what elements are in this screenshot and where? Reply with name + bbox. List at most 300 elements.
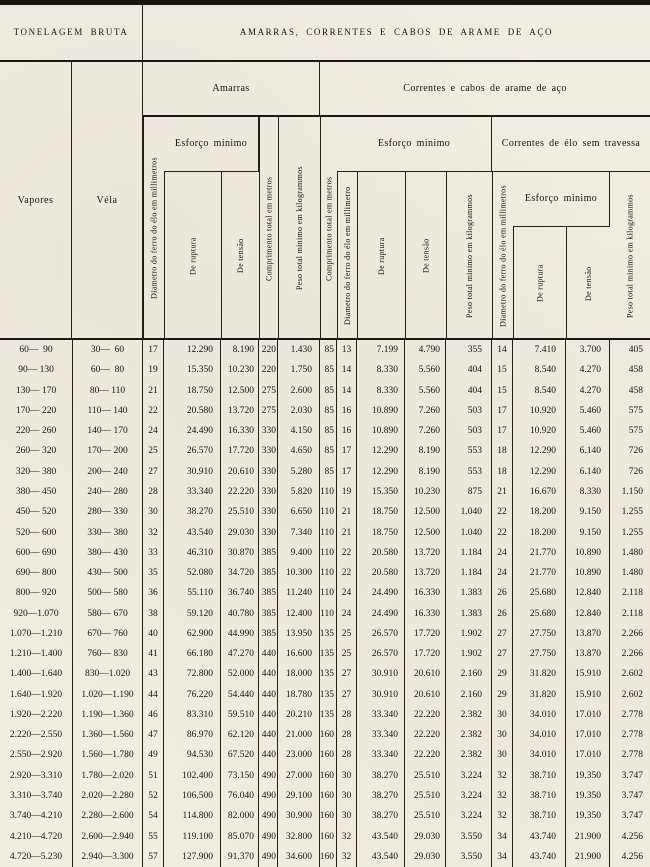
cell-travessa-diametro: 34 (492, 847, 513, 867)
cell-amarras-ruptura: 24.490 (164, 421, 221, 441)
cell-correntes-ruptura: 12.290 (357, 462, 405, 482)
cell-travessa-ruptura: 16.670 (513, 482, 566, 502)
cell-travessa-tensao: 19.350 (566, 786, 610, 806)
cell-travessa-ruptura: 21.770 (513, 543, 566, 563)
cell-correntes-tensao: 29.030 (405, 847, 446, 867)
cell-amarras-ruptura: 18.750 (164, 381, 221, 401)
cell-correntes-ruptura: 26.570 (357, 624, 405, 644)
cell-travessa-ruptura: 18.200 (513, 502, 566, 522)
cell-correntes-tensao: 5.560 (405, 381, 446, 401)
cell-amarras-ruptura: 46.310 (164, 543, 221, 563)
cell-amarras-comprimento: 385 (259, 543, 278, 563)
cell-amarras-tensao: 20.610 (221, 462, 259, 482)
cell-correntes-comprimento: 160 (320, 766, 337, 786)
cell-amarras-ruptura: 26.570 (164, 441, 221, 461)
cell-correntes-comprimento: 85 (320, 340, 337, 360)
cell-travessa-peso: 575 (628, 405, 643, 416)
cell-correntes-tensao: 5.560 (405, 360, 446, 380)
cell-amarras-peso: 12.400 (278, 603, 320, 623)
cell-amarras-comprimento: 385 (259, 583, 278, 603)
cell-correntes-tensao: 17.720 (405, 624, 446, 644)
cell-correntes-diametro: 27 (337, 664, 357, 684)
cell-travessa-ruptura: 21.770 (513, 563, 566, 583)
cell-amarras-ruptura: 66.180 (164, 644, 221, 664)
cell-correntes-tensao: 20.610 (405, 685, 446, 705)
cell-correntes-ruptura: 20.580 (357, 543, 405, 563)
cell-correntes-comprimento: 160 (320, 826, 337, 846)
cell-amarras-comprimento: 385 (259, 563, 278, 583)
cell-correntes-comprimento: 110 (320, 502, 337, 522)
cell-amarras-comprimento: 490 (259, 806, 278, 826)
cell-travessa-diametro: 18 (492, 462, 513, 482)
cell-correntes-peso: 2.382 (446, 705, 492, 725)
cell-correntes-ruptura: 8.330 (357, 381, 405, 401)
cell-correntes-comprimento: 110 (320, 482, 337, 502)
cell-travessa-diametro: 32 (492, 786, 513, 806)
cell-vela: 140— 170 (73, 421, 143, 441)
cell-amarras-tensao: 30.870 (221, 543, 259, 563)
cell-correntes-tensao: 22.220 (405, 745, 446, 765)
cell-correntes-tensao: 10.230 (405, 482, 446, 502)
cell-correntes-ruptura: 7.199 (357, 340, 405, 360)
cell-correntes-tensao: 25.510 (405, 806, 446, 826)
cell-correntes-diametro: 14 (337, 360, 357, 380)
cell-travessa-diametro: 24 (492, 563, 513, 583)
cell-amarras-diametro: 25 (143, 441, 164, 461)
cell-correntes-peso: 503 (446, 421, 492, 441)
cell-travessa-peso: 2.118 (621, 608, 643, 619)
cell-amarras-tensao: 12.500 (221, 381, 259, 401)
cell-correntes-peso: 2.160 (446, 664, 492, 684)
cell-travessa-tensao: 5.460 (566, 401, 610, 421)
header-amarras-peso: Peso total minimo em kilogrammos (278, 117, 320, 340)
cell-travessa-diametro: 30 (492, 745, 513, 765)
cell-travessa-peso: 405 (628, 345, 643, 356)
cell-amarras-tensao: 73.150 (221, 766, 259, 786)
cell-travessa-ruptura: 10.920 (513, 421, 566, 441)
cell-vapores: 1.640—1.920 (0, 685, 73, 705)
cell-amarras-diametro: 55 (143, 826, 164, 846)
cell-amarras-ruptura: 55.110 (164, 583, 221, 603)
cell-correntes-comprimento: 85 (320, 421, 337, 441)
cell-travessa-tensao: 15.910 (566, 664, 610, 684)
cell-correntes-peso: 3.224 (446, 806, 492, 826)
header-travessa-peso: Peso total minimo em kilogrammos (625, 194, 635, 318)
cell-amarras-comprimento: 490 (259, 847, 278, 867)
cell-travessa-diametro: 15 (492, 360, 513, 380)
cell-correntes-comprimento: 160 (320, 725, 337, 745)
cell-amarras-diametro: 38 (143, 603, 164, 623)
cell-vapores: 170— 220 (0, 401, 73, 421)
cell-amarras-ruptura: 127.900 (164, 847, 221, 867)
cell-travessa-diametro: 18 (492, 441, 513, 461)
cell-amarras-peso: 21.000 (278, 725, 320, 745)
cell-travessa-tensao: 4.270 (566, 360, 610, 380)
cell-travessa-peso: 2.266 (621, 649, 643, 660)
cell-amarras-tensao: 76.040 (221, 786, 259, 806)
cell-amarras-ruptura: 20.580 (164, 401, 221, 421)
cell-correntes-diametro: 30 (337, 766, 357, 786)
cell-amarras-diametro: 46 (143, 705, 164, 725)
cell-vela: 110— 140 (73, 401, 143, 421)
cell-travessa-peso: 4.256 (621, 831, 643, 842)
cell-amarras-comprimento: 330 (259, 502, 278, 522)
cell-travessa-tensao: 4.270 (566, 381, 610, 401)
cell-amarras-peso: 29.100 (278, 786, 320, 806)
cell-correntes-tensao: 16.330 (405, 603, 446, 623)
cell-travessa-tensao: 19.350 (566, 766, 610, 786)
cell-vapores: 1.920—2.220 (0, 705, 73, 725)
cell-amarras-peso: 10.300 (278, 563, 320, 583)
cell-travessa-ruptura: 38.710 (513, 766, 566, 786)
cell-travessa-diametro: 30 (492, 705, 513, 725)
cell-amarras-ruptura: 86.970 (164, 725, 221, 745)
cell-travessa-ruptura: 25.680 (513, 583, 566, 603)
cell-correntes-diametro: 32 (337, 847, 357, 867)
cell-amarras-tensao: 36.740 (221, 583, 259, 603)
cell-amarras-ruptura: 83.310 (164, 705, 221, 725)
cell-travessa-peso: 2.118 (621, 588, 643, 599)
cell-travessa-tensao: 6.140 (566, 462, 610, 482)
cell-amarras-ruptura: 12.290 (164, 340, 221, 360)
cell-amarras-diametro: 21 (143, 381, 164, 401)
cell-amarras-diametro: 43 (143, 664, 164, 684)
cell-correntes-peso: 1.040 (446, 522, 492, 542)
cell-vapores: 520— 600 (0, 522, 73, 542)
cell-correntes-comprimento: 85 (320, 360, 337, 380)
cell-amarras-ruptura: 30.910 (164, 462, 221, 482)
cell-travessa-tensao: 13.870 (566, 644, 610, 664)
cell-amarras-peso: 2.030 (278, 401, 320, 421)
cell-amarras-comprimento: 440 (259, 664, 278, 684)
cell-correntes-ruptura: 10.890 (357, 401, 405, 421)
cell-vela: 500— 580 (73, 583, 143, 603)
cell-correntes-ruptura: 33.340 (357, 745, 405, 765)
cell-correntes-diametro: 19 (337, 482, 357, 502)
cell-amarras-tensao: 62.120 (221, 725, 259, 745)
header-travessa-de-ruptura: De ruptura (513, 227, 566, 340)
cell-travessa-tensao: 19.350 (566, 806, 610, 826)
cell-travessa-tensao: 3.700 (566, 340, 610, 360)
cell-amarras-tensao: 22.220 (221, 482, 259, 502)
cell-amarras-comprimento: 220 (259, 360, 278, 380)
header-travessa-esforco-minimo: Esforço minimo (513, 172, 610, 227)
cell-correntes-peso: 1.902 (446, 624, 492, 644)
cell-amarras-peso: 13.950 (278, 624, 320, 644)
cell-correntes-comprimento: 110 (320, 603, 337, 623)
cell-travessa-diametro: 17 (492, 421, 513, 441)
cell-correntes-comprimento: 160 (320, 847, 337, 867)
cell-correntes-comprimento: 135 (320, 624, 337, 644)
cell-correntes-tensao: 7.260 (405, 401, 446, 421)
cell-amarras-comprimento: 440 (259, 745, 278, 765)
cell-amarras-diametro: 30 (143, 502, 164, 522)
cell-amarras-peso: 2.600 (278, 381, 320, 401)
cell-amarras-ruptura: 33.340 (164, 482, 221, 502)
cell-correntes-comprimento: 160 (320, 806, 337, 826)
cell-amarras-tensao: 40.780 (221, 603, 259, 623)
cell-correntes-diametro: 32 (337, 826, 357, 846)
cell-travessa-peso: 1.255 (621, 527, 643, 538)
cell-travessa-tensao: 6.140 (566, 441, 610, 461)
header-correntes-esforco-minimo: Esforço minimo (337, 117, 492, 172)
header-group-correntes-cabos: Correntes e cabos de arame de aço (320, 62, 650, 117)
cell-vela: 380— 430 (73, 543, 143, 563)
cell-vela: 430— 500 (73, 563, 143, 583)
cell-correntes-comprimento: 85 (320, 401, 337, 421)
cell-travessa-peso: 726 (628, 466, 643, 477)
cell-correntes-peso: 503 (446, 401, 492, 421)
cell-amarras-ruptura: 76.220 (164, 685, 221, 705)
cell-amarras-ruptura: 94.530 (164, 745, 221, 765)
cell-correntes-peso: 404 (446, 360, 492, 380)
cell-correntes-ruptura: 43.540 (357, 847, 405, 867)
cell-travessa-ruptura: 27.750 (513, 624, 566, 644)
cell-amarras-tensao: 25.510 (221, 502, 259, 522)
cell-vapores: 2.550—2.920 (0, 745, 73, 765)
cell-correntes-comprimento: 135 (320, 685, 337, 705)
cell-amarras-comprimento: 330 (259, 462, 278, 482)
cell-amarras-tensao: 59.510 (221, 705, 259, 725)
cell-travessa-ruptura: 25.680 (513, 603, 566, 623)
cell-amarras-diametro: 27 (143, 462, 164, 482)
cell-amarras-diametro: 54 (143, 806, 164, 826)
cell-amarras-diametro: 24 (143, 421, 164, 441)
cell-vela: 1.190—1.360 (73, 705, 143, 725)
cell-correntes-tensao: 20.610 (405, 664, 446, 684)
cell-vela: 240— 280 (73, 482, 143, 502)
cell-travessa-peso: 1.150 (621, 486, 643, 497)
cell-travessa-diametro: 24 (492, 543, 513, 563)
cell-travessa-peso: 4.256 (621, 851, 643, 862)
cell-travessa-peso: 2.602 (621, 689, 643, 700)
cell-correntes-ruptura: 15.350 (357, 482, 405, 502)
header-travessa-de-tensao: De tensão (566, 227, 610, 340)
cell-vapores: 3.740—4.210 (0, 806, 73, 826)
cell-amarras-diametro: 17 (143, 340, 164, 360)
cell-correntes-diametro: 25 (337, 644, 357, 664)
table-header (0, 5, 650, 340)
cell-amarras-ruptura: 52.080 (164, 563, 221, 583)
cell-correntes-peso: 2.160 (446, 685, 492, 705)
cell-correntes-tensao: 29.030 (405, 826, 446, 846)
cell-vela: 1.560—1.780 (73, 745, 143, 765)
cell-travessa-tensao: 17.010 (566, 725, 610, 745)
cell-vapores: 1.400—1.640 (0, 664, 73, 684)
cell-travessa-peso: 1.255 (621, 507, 643, 518)
cell-correntes-diametro: 16 (337, 401, 357, 421)
cell-travessa-ruptura: 34.010 (513, 745, 566, 765)
cell-vapores: 4.210—4.720 (0, 826, 73, 846)
cell-vapores: 4.720—5.230 (0, 847, 73, 867)
cell-correntes-tensao: 12.500 (405, 502, 446, 522)
cell-amarras-tensao: 85.070 (221, 826, 259, 846)
cell-amarras-ruptura: 43.540 (164, 522, 221, 542)
cell-correntes-comprimento: 110 (320, 583, 337, 603)
cell-amarras-peso: 20.210 (278, 705, 320, 725)
cell-amarras-ruptura: 15.350 (164, 360, 221, 380)
cell-amarras-tensao: 29.030 (221, 522, 259, 542)
cell-amarras-diametro: 44 (143, 685, 164, 705)
cell-vapores: 130— 170 (0, 381, 73, 401)
cell-correntes-tensao: 4.790 (405, 340, 446, 360)
cell-amarras-comprimento: 385 (259, 624, 278, 644)
cell-amarras-comprimento: 275 (259, 381, 278, 401)
cell-travessa-tensao: 10.890 (566, 563, 610, 583)
cell-vapores: 90— 130 (0, 360, 73, 380)
cell-vela: 330— 380 (73, 522, 143, 542)
header-amarras-comprimento: Comprimento total em metros (259, 117, 278, 340)
cell-travessa-peso: 575 (628, 426, 643, 437)
cell-correntes-peso: 2.382 (446, 725, 492, 745)
cell-amarras-comprimento: 440 (259, 705, 278, 725)
cell-amarras-tensao: 8.190 (221, 340, 259, 360)
cell-amarras-comprimento: 220 (259, 340, 278, 360)
cell-amarras-ruptura: 119.100 (164, 826, 221, 846)
cell-correntes-ruptura: 38.270 (357, 766, 405, 786)
cell-travessa-diametro: 34 (492, 826, 513, 846)
cell-vela: 2.600—2.940 (73, 826, 143, 846)
header-correntes-diametro: Diametro do ferro do élo em millimetro (337, 172, 357, 340)
cell-correntes-comprimento: 135 (320, 705, 337, 725)
cell-travessa-peso: 1.480 (621, 547, 643, 558)
cell-vapores: 1.070—1.210 (0, 624, 73, 644)
cell-correntes-ruptura: 24.490 (357, 583, 405, 603)
cell-travessa-ruptura: 7.410 (513, 340, 566, 360)
cell-travessa-ruptura: 27.750 (513, 644, 566, 664)
cell-amarras-comprimento: 330 (259, 421, 278, 441)
header-group-amarras: Amarras (143, 62, 320, 117)
cell-travessa-peso: 2.778 (621, 730, 643, 741)
cell-correntes-comprimento: 85 (320, 462, 337, 482)
cell-correntes-tensao: 25.510 (405, 766, 446, 786)
cell-travessa-peso: 458 (628, 385, 643, 396)
cell-correntes-ruptura: 18.750 (357, 502, 405, 522)
cell-correntes-diametro: 17 (337, 462, 357, 482)
cell-travessa-tensao: 21.900 (566, 826, 610, 846)
cell-correntes-ruptura: 43.540 (357, 826, 405, 846)
cell-correntes-tensao: 22.220 (405, 725, 446, 745)
header-vela: Véla (72, 62, 143, 340)
cell-correntes-diametro: 28 (337, 745, 357, 765)
cell-travessa-ruptura: 38.710 (513, 806, 566, 826)
cell-correntes-ruptura: 38.270 (357, 786, 405, 806)
cell-travessa-diametro: 17 (492, 401, 513, 421)
cell-amarras-ruptura: 38.270 (164, 502, 221, 522)
cell-travessa-peso: 1.480 (621, 568, 643, 579)
cell-amarras-comprimento: 490 (259, 826, 278, 846)
cell-travessa-peso: 2.266 (621, 628, 643, 639)
header-amarras-de-ruptura: De ruptura (164, 172, 221, 340)
cell-amarras-peso: 4.650 (278, 441, 320, 461)
cell-amarras-peso: 5.280 (278, 462, 320, 482)
cell-travessa-tensao: 9.150 (566, 502, 610, 522)
cell-amarras-diametro: 47 (143, 725, 164, 745)
cell-vela: 2.940—3.300 (73, 847, 143, 867)
cell-amarras-ruptura: 72.800 (164, 664, 221, 684)
cell-amarras-diametro: 57 (143, 847, 164, 867)
cell-amarras-diametro: 32 (143, 522, 164, 542)
cell-correntes-ruptura: 12.290 (357, 441, 405, 461)
cell-vela: 1.360—1.560 (73, 725, 143, 745)
cell-travessa-diametro: 15 (492, 381, 513, 401)
cell-travessa-ruptura: 10.920 (513, 401, 566, 421)
cell-correntes-comprimento: 110 (320, 543, 337, 563)
header-correntes-peso: Peso total minimo em kilogrammos (446, 172, 492, 340)
cell-correntes-comprimento: 85 (320, 381, 337, 401)
cell-amarras-peso: 5.820 (278, 482, 320, 502)
cell-amarras-comprimento: 275 (259, 401, 278, 421)
cell-correntes-peso: 875 (446, 482, 492, 502)
cell-correntes-peso: 1.902 (446, 644, 492, 664)
cell-travessa-peso: 458 (628, 365, 643, 376)
cell-vela: 2.280—2.600 (73, 806, 143, 826)
cell-correntes-ruptura: 33.340 (357, 725, 405, 745)
cell-correntes-tensao: 17.720 (405, 644, 446, 664)
cell-amarras-comprimento: 330 (259, 522, 278, 542)
cell-travessa-tensao: 21.900 (566, 847, 610, 867)
header-correntes-comprimento: Comprimento total em metros (320, 117, 337, 340)
cell-correntes-diametro: 25 (337, 624, 357, 644)
cell-amarras-diametro: 52 (143, 786, 164, 806)
cell-amarras-peso: 32.800 (278, 826, 320, 846)
cell-vela: 80— 110 (73, 381, 143, 401)
cell-amarras-tensao: 67.520 (221, 745, 259, 765)
cell-vela: 1.020—1.190 (73, 685, 143, 705)
cell-correntes-peso: 3.550 (446, 826, 492, 846)
cell-vela: 280— 330 (73, 502, 143, 522)
cell-travessa-peso: 726 (628, 446, 643, 457)
cell-correntes-diametro: 16 (337, 421, 357, 441)
cell-correntes-peso: 1.040 (446, 502, 492, 522)
cell-correntes-tensao: 22.220 (405, 705, 446, 725)
cell-travessa-ruptura: 31.820 (513, 664, 566, 684)
cell-travessa-ruptura: 43.740 (513, 826, 566, 846)
cell-vapores: 2.220—2.550 (0, 725, 73, 745)
cell-amarras-diametro: 33 (143, 543, 164, 563)
cell-travessa-tensao: 12.840 (566, 603, 610, 623)
cell-vela: 760— 830 (73, 644, 143, 664)
cell-correntes-peso: 3.224 (446, 766, 492, 786)
cell-amarras-diametro: 22 (143, 401, 164, 421)
cell-correntes-diametro: 24 (337, 583, 357, 603)
cell-travessa-diametro: 32 (492, 766, 513, 786)
cell-travessa-ruptura: 34.010 (513, 725, 566, 745)
cell-vela: 170— 200 (73, 441, 143, 461)
cell-amarras-diametro: 28 (143, 482, 164, 502)
header-tonelagem-bruta: TONELAGEM BRUTA (0, 5, 143, 62)
cell-amarras-tensao: 44.990 (221, 624, 259, 644)
cell-amarras-diametro: 40 (143, 624, 164, 644)
cell-amarras-tensao: 34.720 (221, 563, 259, 583)
cell-amarras-peso: 1.750 (278, 360, 320, 380)
header-correntes-de-tensao: De tensão (405, 172, 446, 340)
cell-correntes-tensao: 25.510 (405, 786, 446, 806)
cell-travessa-peso: 3.747 (621, 811, 643, 822)
cell-vela: 30— 60 (73, 340, 143, 360)
cell-vela: 830—1.020 (73, 664, 143, 684)
cell-amarras-peso: 18.780 (278, 685, 320, 705)
cell-amarras-comprimento: 440 (259, 725, 278, 745)
cell-amarras-tensao: 16.330 (221, 421, 259, 441)
cell-correntes-diametro: 21 (337, 522, 357, 542)
cell-correntes-peso: 355 (446, 340, 492, 360)
header-amarras-correntes-cabos: AMARRAS, CORRENTES E CABOS DE ARAME DE AÇO (143, 5, 650, 62)
cell-amarras-tensao: 54.440 (221, 685, 259, 705)
cell-correntes-diametro: 30 (337, 786, 357, 806)
header-amarras-esforco-minimo: Esforço minimo (164, 117, 259, 172)
cell-travessa-tensao: 8.330 (566, 482, 610, 502)
